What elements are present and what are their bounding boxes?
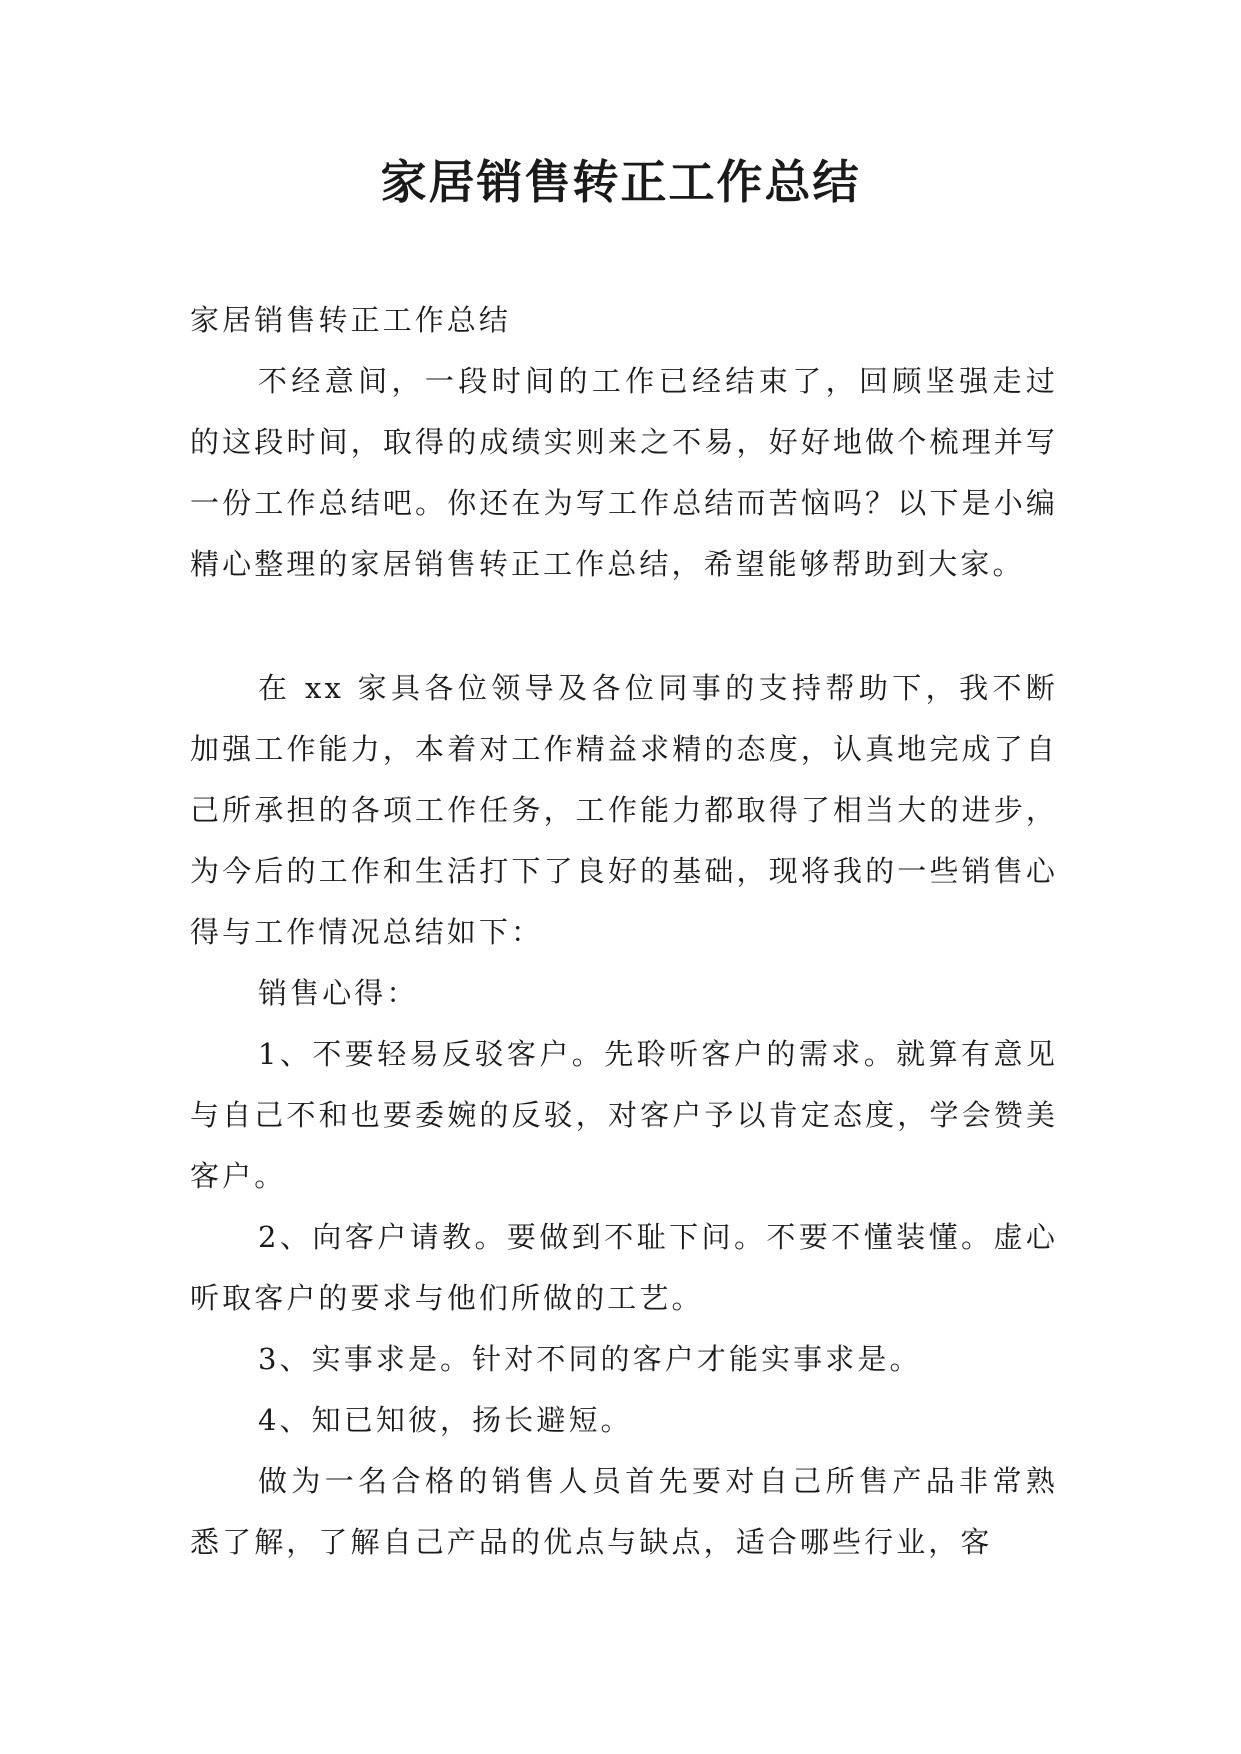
paragraph-point-2: 2、向客户请教。要做到不耻下问。不要不懂装懂。虚心听取客户的要求与他们所做的工艺。 (190, 1220, 1058, 1315)
paragraph-point-3: 3、实事求是。针对不同的客户才能实事求是。 (258, 1342, 922, 1376)
paragraph-spacer (190, 595, 1058, 658)
paragraph-overview: 在 xx 家具各位领导及各位同事的支持帮助下，我不断加强工作能力，本着对工作精益求精的态度，认真地完成了自己所承担的各项工作任务，工作能力都取得了相当大的进步，为今后的工作和生活打下了良好的基础，现将我的一些销售心得与工作情况总结如下： (190, 671, 1058, 949)
document-title: 家居销售转正工作总结 (380, 155, 861, 209)
paragraph-point-1: 1、不要轻易反驳客户。先聆听客户的需求。就算有意见与自己不和也要委婉的反驳，对客户予以肯定态度，学会赞美客户。 (190, 1037, 1058, 1193)
paragraph-heading-sales-insights: 销售心得： (258, 976, 419, 1010)
paragraph-point-4: 4、知已知彼，扬长避短。 (258, 1403, 633, 1437)
document-subtitle: 家居销售转正工作总结 (190, 303, 512, 337)
document-body (190, 290, 1058, 1573)
paragraph-intro: 不经意间，一段时间的工作已经结束了，回顾坚强走过的这段时间，取得的成绩实则来之不易，好好地做个梳理并写一份工作总结吧。你还在为写工作总结而苦恼吗？以下是小编精心整理的家居销售转正工作总结，希望能够帮助到大家。 (190, 364, 1058, 581)
paragraph-product-knowledge: 做为一名合格的销售人员首先要对自己所售产品非常熟悉了解，了解自己产品的优点与缺点，适合哪些行业，客 (190, 1464, 1058, 1559)
